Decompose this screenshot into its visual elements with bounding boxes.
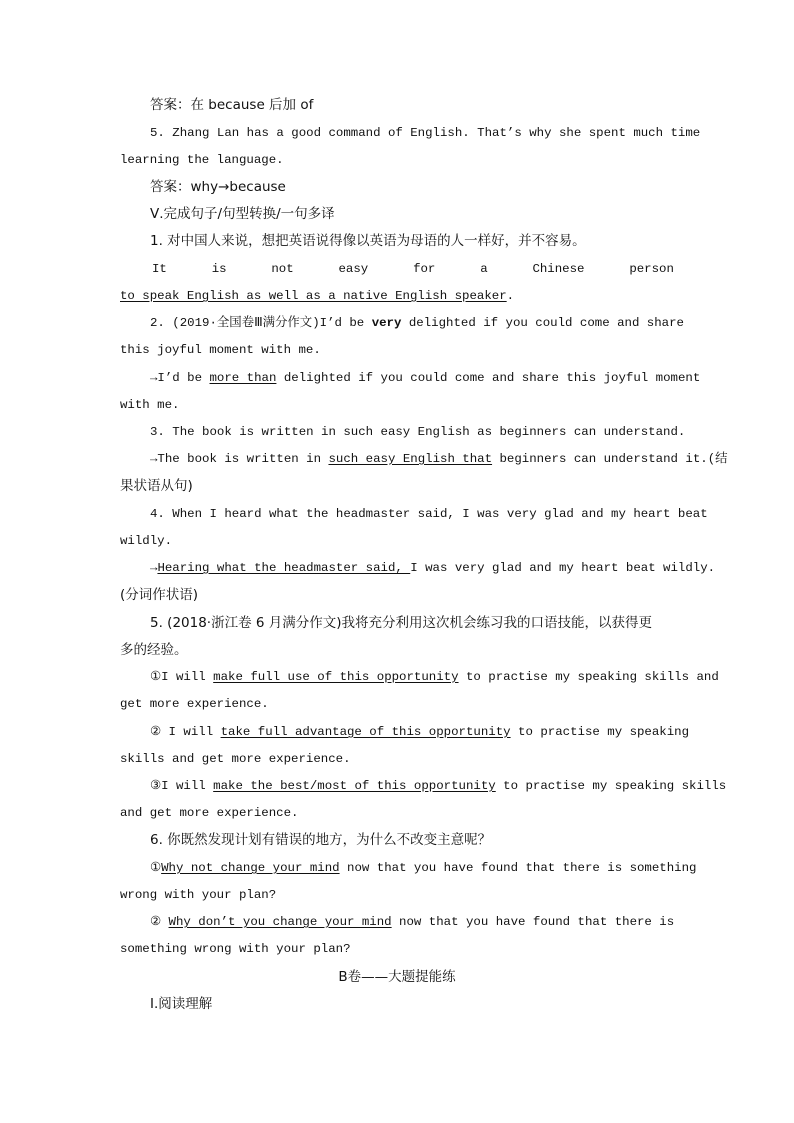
sentence-5-chinese-line1: 5. (2018·浙江卷 6 月满分作文)我将充分利用这次机会练习我的口语技能，以获得更 (150, 615, 653, 631)
word: easy (338, 262, 369, 276)
sentence-2-rewrite-line2: with me. (120, 398, 180, 412)
sentence-5-chinese-line2: 多的经验。 (120, 642, 188, 658)
emphasis: very (371, 316, 402, 330)
sentence-1-chinese: 1. 对中国人来说，想把英语说得像以英语为母语的人一样好，并不容易。 (150, 233, 586, 249)
sentence-5-version-2: ② I will take full advantage of this opportunity to practise my speaking (150, 725, 690, 739)
sentence-3-line1: 3. The book is written in such easy English as beginners can understand. (150, 425, 686, 439)
sentence-2-rewrite-line1: →I’d be more than delighted if you could come and share this joyful moment (150, 371, 701, 385)
answer-blank: Why don’t you change your mind (168, 915, 392, 929)
reading-comprehension-heading: Ⅰ.阅读理解 (150, 996, 213, 1012)
answer-blank: Why not change your mind (161, 861, 340, 875)
word: a (480, 262, 488, 276)
word: Chinese (532, 262, 585, 276)
sentence-5-version-3-line2: and get more experience. (120, 806, 299, 820)
sentence-4-rewrite-line2: (分词作状语) (120, 587, 199, 603)
sentence-3-rewrite-line1: →The book is written in such easy English that beginners can understand it.(结 (150, 452, 728, 466)
answer-4: 答案：在 because 后加 of (150, 97, 314, 113)
sentence-6-version-1: ①Why not change your mind now that you have found that there is something (150, 861, 697, 875)
sentence-5-version-1: ①I will make full use of this opportunity to practise my speaking skills and (150, 670, 719, 684)
question-5-line2: learning the language. (120, 153, 284, 167)
sentence-6-version-1-line2: wrong with your plan? (120, 888, 277, 902)
answer-blank: make the best/most of this opportunity (213, 779, 496, 793)
answer-5: 答案：why→because (150, 179, 286, 195)
section-v-title: Ⅴ.完成句子/句型转换/一句多译 (150, 206, 335, 222)
sentence-6-version-2-line2: something wrong with your plan? (120, 942, 351, 956)
answer-blank: such easy English that (328, 452, 493, 466)
sentence-4-line1: 4. When I heard what the headmaster said, I was very glad and my heart beat (150, 507, 708, 521)
sentence-3-rewrite-line2: 果状语从句) (120, 478, 193, 494)
sentence-6-chinese: 6. 你既然发现计划有错误的地方，为什么不改变主意呢？ (150, 832, 492, 848)
answer-blank: make full use of this opportunity (213, 670, 459, 684)
word: is (211, 262, 227, 276)
sentence-4-rewrite-line1: →Hearing what the headmaster said, I was very glad and my heart beat wildly. (150, 561, 716, 575)
word: not (271, 262, 294, 276)
answer-blank: take full advantage of this opportunity (220, 725, 511, 739)
word: for (413, 262, 436, 276)
sentence-5-version-1-line2: get more experience. (120, 697, 269, 711)
question-5-line1: 5. Zhang Lan has a good command of English. That’s why she spent much time (150, 126, 701, 140)
word: person (629, 262, 674, 276)
answer-blank: Hearing what the headmaster said, (157, 561, 411, 575)
sentence-1-english-line1 (120, 260, 674, 278)
sentence-4-line2: wildly. (120, 534, 173, 548)
sentence-5-version-3: ③I will make the best/most of this opportunity to practise my speaking skills (150, 779, 727, 793)
sentence-2-line1: 2. (2019·全国卷Ⅲ满分作文)I’d be very delighted if you could come and share (150, 316, 684, 330)
sentence-1-english-line2: to speak English as well as a native English speaker. (120, 289, 515, 303)
sentence-2-line2: this joyful moment with me. (120, 343, 321, 357)
sentence-6-version-2: ② Why don’t you change your mind now that you have found that there is (150, 915, 675, 929)
part-b-heading: B卷——大题提能练 (338, 969, 456, 985)
sentence-5-version-2-line2: skills and get more experience. (120, 752, 351, 766)
answer-blank: more than (209, 371, 277, 385)
answer-blank: to speak English as well as a native English speaker (120, 289, 507, 303)
word: It (152, 262, 167, 276)
